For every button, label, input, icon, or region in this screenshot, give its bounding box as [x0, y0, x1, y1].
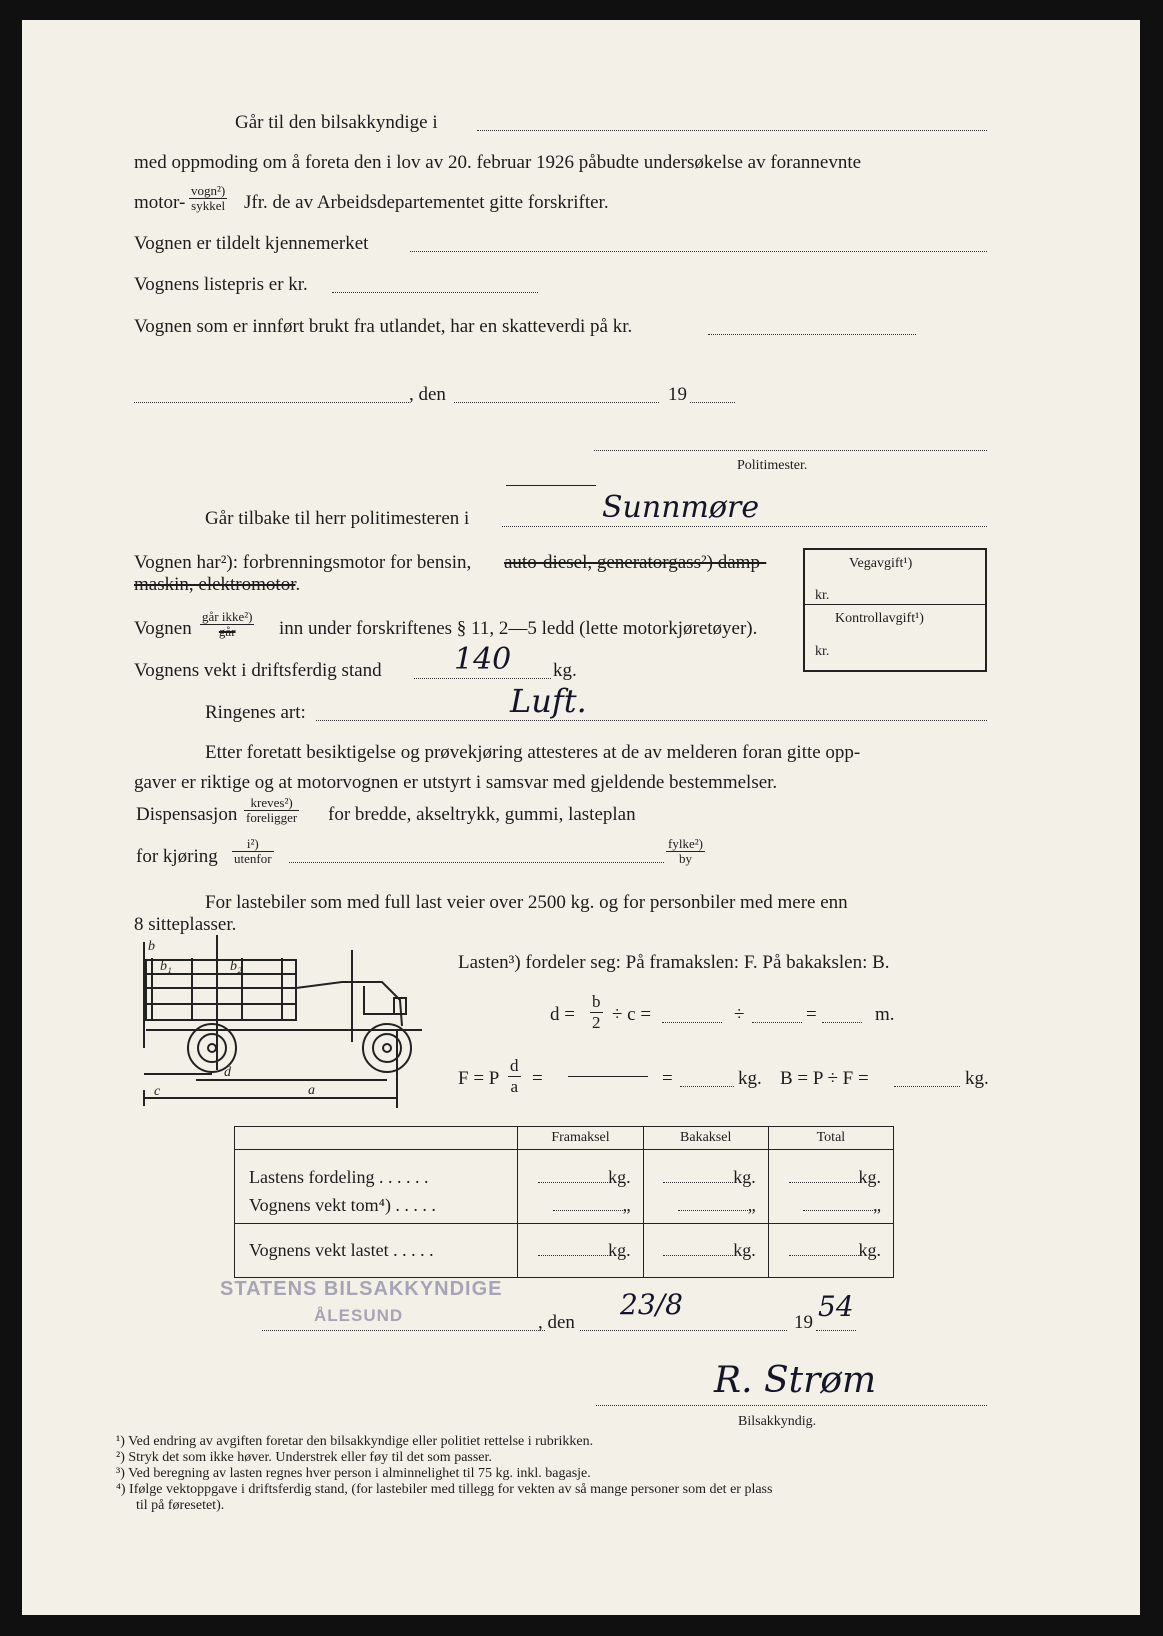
- bilsakkyndige-field[interactable]: [477, 130, 987, 131]
- row-label: Lastens fordeling . . . . . .: [235, 1150, 518, 1188]
- fee-box: [803, 548, 987, 672]
- table-header-blank: [235, 1127, 518, 1150]
- kjoring-prefix: for kjøring: [136, 846, 218, 867]
- bilsakkyndig-year-handwritten: 54: [818, 1290, 854, 1323]
- formula-b: b: [592, 992, 601, 1011]
- table-header-total: Total: [768, 1127, 893, 1150]
- vekt-field[interactable]: [414, 678, 551, 679]
- formula-2: 2: [592, 1013, 601, 1032]
- table-header-bakaksel: Bakaksel: [643, 1127, 768, 1150]
- gar-fraction: [200, 610, 254, 639]
- return-label: Går tilbake til herr politimesteren i: [205, 508, 470, 529]
- kjoring-frac-top: i²): [232, 837, 274, 852]
- gar-prefix: Vognen: [134, 618, 192, 639]
- row-unit: kg.: [858, 1166, 881, 1187]
- formula-d-field-3[interactable]: [822, 1022, 862, 1023]
- row-unit: kg.: [733, 1166, 756, 1187]
- fylke-fraction: [666, 837, 705, 866]
- row-cell[interactable]: [768, 1150, 893, 1188]
- police-year-label: 19: [668, 384, 687, 405]
- bilsakkyndig-role-label: Bilsakkyndig.: [738, 1414, 817, 1429]
- footnote-text: til på føresetet).: [136, 1498, 225, 1513]
- diagram-label-c: c: [154, 1084, 161, 1099]
- formula-fd: d: [510, 1056, 519, 1075]
- disp-frac-bottom: foreligger: [246, 810, 298, 825]
- police-place-field[interactable]: [134, 402, 409, 403]
- vekt-unit: kg.: [553, 660, 577, 681]
- footnote-1: [116, 1434, 593, 1450]
- row-label: Vognens vekt tom⁴) . . . . .: [235, 1188, 518, 1224]
- row-cell[interactable]: [518, 1224, 643, 1278]
- row-cell[interactable]: [518, 1150, 643, 1188]
- gar-frac-top: går ikke²): [202, 609, 253, 624]
- truck-intro-2: 8 sitteplasser.: [134, 914, 237, 935]
- formula-f-fraction-field[interactable]: [568, 1056, 648, 1091]
- separator-line: [506, 485, 596, 486]
- formula-m: m.: [875, 1004, 895, 1025]
- lasten-line: Lasten³) fordeler seg: På framakslen: F. På bakakslen: B.: [458, 952, 890, 973]
- footnote-mark: ⁴): [116, 1482, 126, 1497]
- footnote-text: Ved beregning av lasten regnes hver person i alminnelighet til 75 kg. inkl. bagasje.: [128, 1466, 591, 1481]
- bilsakkyndige-label: Går til den bilsakkyndige i: [235, 112, 438, 133]
- bilsakkyndig-place-field[interactable]: [262, 1330, 545, 1331]
- footnote-4-cont: [136, 1498, 224, 1514]
- diagram-label-d: d: [224, 1065, 231, 1080]
- table-row: [235, 1188, 894, 1224]
- stamp-line2: ÅLESUND: [314, 1306, 404, 1325]
- footnote-text: Ved endring av avgiften foretar den bilsakkyndige eller politiet rettelse i rubrikken.: [128, 1434, 594, 1449]
- request-text: med oppmoding om å foreta den i lov av 20. februar 1926 påbudte undersøkelse av forannevnte: [134, 152, 862, 173]
- return-place-handwritten: Sunnmøre: [602, 490, 760, 525]
- formula-b-field[interactable]: [894, 1086, 960, 1087]
- row-cell[interactable]: [518, 1188, 643, 1224]
- motor-fraction: [189, 184, 227, 213]
- kjoring-frac-bottom: utenfor: [234, 851, 272, 866]
- formula-b-kg: kg.: [965, 1068, 989, 1089]
- bilsakkyndig-year-prefix: 19: [794, 1312, 813, 1333]
- table-row: [235, 1150, 894, 1188]
- gar-suffix: inn under forskriftenes § 11, 2—5 ledd (lette motorkjøretøyer).: [279, 618, 758, 639]
- formula-f-eq2: =: [662, 1068, 673, 1089]
- vegavgift-label: Vegavgift¹): [849, 556, 913, 571]
- row-cell[interactable]: [768, 1188, 893, 1224]
- fylke-frac-bottom: by: [678, 851, 692, 866]
- row-unit: „: [622, 1194, 631, 1215]
- formula-d-mid: ÷ c =: [612, 1004, 652, 1025]
- formula-fa: a: [510, 1077, 519, 1096]
- motor-frac-top: vogn²): [191, 183, 226, 198]
- diagram-label-a: a: [308, 1083, 315, 1098]
- bilsakkyndig-year-field[interactable]: [816, 1330, 856, 1331]
- footnote-text: Stryk det som ikke høver. Understrek eller føy til det som passer.: [128, 1450, 492, 1465]
- table-row: [235, 1224, 894, 1278]
- row-cell[interactable]: [643, 1224, 768, 1278]
- listepris-label: Vognens listepris er kr.: [134, 274, 308, 295]
- motor-suffix: Jfr. de av Arbeidsdepartementet gitte forskrifter.: [244, 192, 609, 213]
- formula-b-over-2: [590, 992, 603, 1033]
- gar-frac-bottom: går: [218, 624, 236, 639]
- formula-f-kg: kg.: [738, 1068, 762, 1089]
- formula-d-field-1[interactable]: [662, 1022, 722, 1023]
- truck-diagram: [132, 930, 432, 1110]
- motor-type-end: .: [295, 574, 301, 595]
- formula-d-over-a: [508, 1056, 521, 1097]
- police-den-label: , den: [409, 384, 446, 405]
- form-page: [22, 20, 1140, 1615]
- row-cell[interactable]: [643, 1150, 768, 1188]
- ringer-value: Luft.: [510, 682, 587, 720]
- row-unit: „: [747, 1194, 756, 1215]
- diagram-label-b2: b₂: [230, 959, 242, 974]
- vegavgift-kr: kr.: [815, 588, 830, 603]
- attest-line1: Etter foretatt besiktigelse og prøvekjøring attesteres at de av melderen foran gitte opp-: [205, 742, 861, 763]
- table-header-framaksel: Framaksel: [518, 1127, 643, 1150]
- formula-b-part: B = P ÷ F =: [780, 1068, 869, 1089]
- motor-type-struck-2: maskin, elektromotor: [134, 574, 296, 595]
- row-unit: kg.: [608, 1166, 631, 1187]
- row-label: Vognens vekt lastet . . . . .: [235, 1224, 518, 1278]
- motor-type-label: Vognen har²): forbrenningsmotor for bensin,: [134, 552, 472, 573]
- bilsakkyndig-signature-field[interactable]: [596, 1405, 987, 1406]
- formula-d-left: d =: [550, 1004, 575, 1025]
- kjennemerke-field[interactable]: [410, 251, 987, 252]
- formula-f-result-field[interactable]: [680, 1086, 734, 1087]
- skatteverdi-field[interactable]: [708, 334, 916, 335]
- motor-frac-bottom: sykkel: [191, 198, 226, 213]
- kjennemerke-label: Vognen er tildelt kjennemerket: [134, 233, 369, 254]
- return-place-field[interactable]: [502, 526, 987, 527]
- formula-div: ÷: [734, 1004, 745, 1025]
- footnote-mark: ³): [116, 1466, 125, 1481]
- footnote-mark: ²): [116, 1450, 125, 1465]
- kontrollavgift-label: Kontrollavgift¹): [835, 611, 924, 626]
- row-unit: kg.: [733, 1240, 756, 1260]
- formula-d-field-2[interactable]: [752, 1022, 802, 1023]
- disp-frac-top: kreves²): [244, 796, 299, 811]
- kjoring-fraction: [232, 837, 274, 866]
- diagram-label-b: b: [148, 939, 155, 954]
- bilsakkyndig-date-handwritten: 23/8: [620, 1288, 683, 1321]
- kontrollavgift-kr: kr.: [815, 644, 830, 659]
- formula-eq: =: [806, 1004, 817, 1025]
- footnote-mark: ¹): [116, 1434, 125, 1449]
- police-date-field[interactable]: [454, 402, 659, 403]
- row-cell[interactable]: [768, 1224, 893, 1278]
- motor-type-struck-1: auto-diesel, generatorgass²) damp-: [504, 552, 767, 573]
- skatteverdi-label: Vognen som er innført brukt fra utlandet, har en skatteverdi på kr.: [134, 316, 633, 337]
- fee-box-divider: [805, 604, 985, 605]
- disp-fraction: [244, 796, 299, 825]
- row-cell[interactable]: [643, 1188, 768, 1224]
- footnote-4: [116, 1482, 772, 1498]
- vekt-label: Vognens vekt i driftsferdig stand: [134, 660, 382, 681]
- police-year-field[interactable]: [690, 402, 735, 403]
- footnote-text: Ifølge vektoppgave i driftsferdig stand, (for lastebiler med tillegg for vekten av så mange personer som det er plass: [129, 1482, 773, 1497]
- truck-intro-1: For lastebiler som med full last veier over 2500 kg. og for personbiler med mere enn: [205, 892, 848, 913]
- bilsakkyndig-den-label: , den: [538, 1312, 575, 1333]
- stamp-line1: STATENS BILSAKKYNDIGE: [220, 1278, 503, 1300]
- table-header-row: [235, 1127, 894, 1150]
- ringer-label: Ringenes art:: [205, 702, 306, 723]
- attest-line2: gaver er riktige og at motorvognen er utstyrt i samsvar med gjeldende bestemmelser.: [134, 772, 778, 793]
- motor-prefix: motor-: [134, 192, 186, 213]
- fylke-frac-top: fylke²): [668, 836, 703, 851]
- load-table: [234, 1126, 894, 1278]
- bilsakkyndig-date-field[interactable]: [580, 1330, 787, 1331]
- row-unit: „: [873, 1194, 881, 1215]
- kjoring-field[interactable]: [289, 862, 664, 863]
- vekt-value: 140: [454, 642, 512, 677]
- row-unit: kg.: [608, 1240, 631, 1260]
- disp-suffix: for bredde, akseltrykk, gummi, lasteplan: [328, 804, 636, 825]
- politimester-signature-field[interactable]: [594, 450, 987, 451]
- listepris-field[interactable]: [332, 292, 538, 293]
- formula-f-left: F = P: [458, 1068, 500, 1089]
- footnote-3: [116, 1466, 591, 1482]
- disp-prefix: Dispensasjon: [136, 804, 238, 825]
- bilsakkyndig-signature: R. Strøm: [714, 1360, 877, 1401]
- ringer-field[interactable]: [316, 720, 987, 721]
- footnote-2: [116, 1450, 492, 1466]
- politimester-label: Politimester.: [737, 458, 808, 473]
- row-unit: kg.: [858, 1240, 881, 1260]
- formula-f-eq: =: [532, 1068, 543, 1089]
- diagram-label-b1: b₁: [160, 959, 172, 974]
